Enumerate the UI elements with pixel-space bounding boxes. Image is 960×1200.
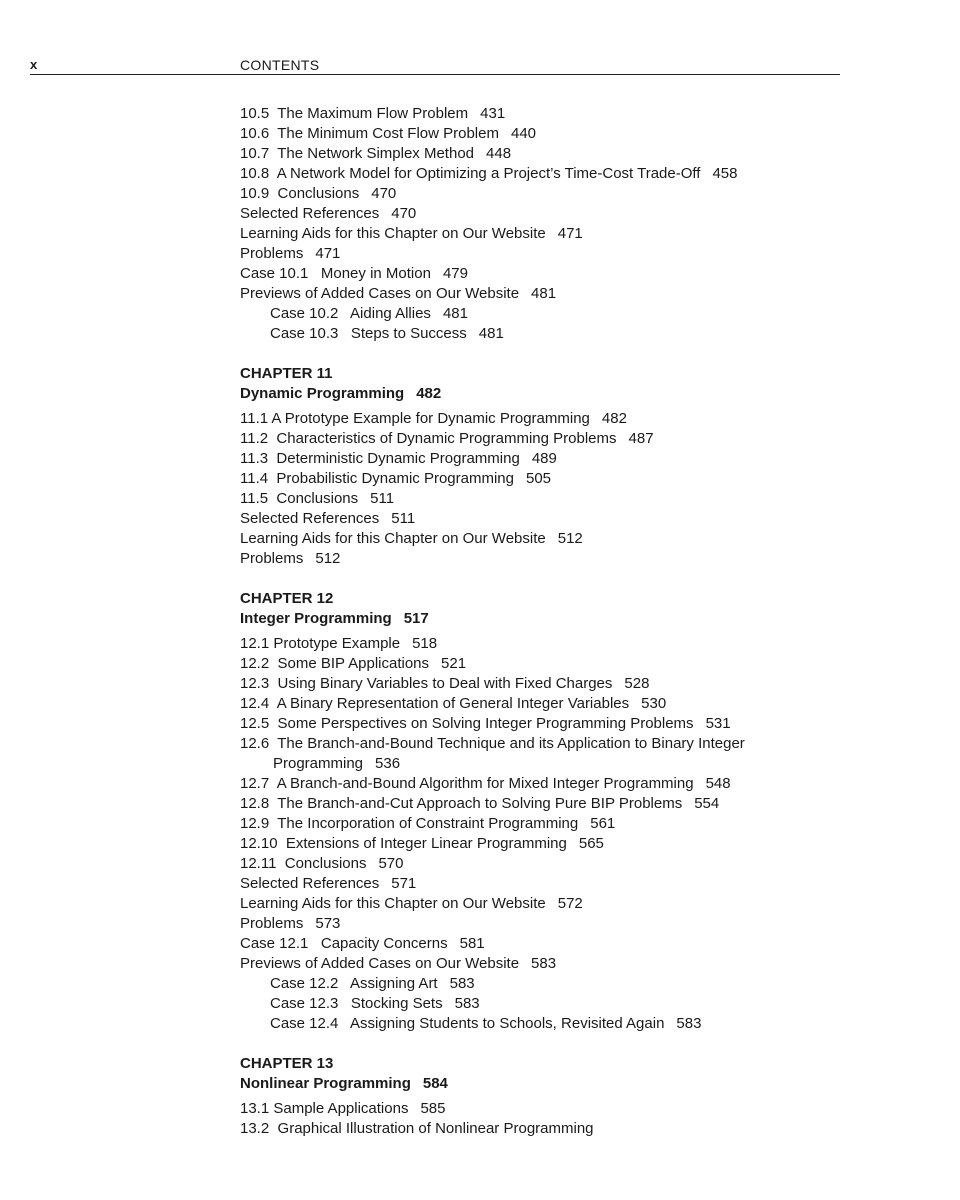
toc-entry-page: 471 [557,225,583,242]
toc-entry-title: 11.5 Conclusions [240,490,359,507]
toc-entry[interactable] [240,934,800,954]
toc-entry-title: Selected References [240,875,380,892]
toc-entry-page: 482 [601,410,627,427]
toc-entry-page: 521 [441,655,467,672]
toc-entry[interactable] [240,204,800,224]
toc-entry-title: 11.2 Characteristics of Dynamic Programming Problems [240,430,617,447]
toc-entry-title: Previews of Added Cases on Our Website [240,285,520,302]
toc-entry-page: 565 [578,835,604,852]
toc-entry-title: Selected References [240,205,380,222]
toc-entry-page: 530 [641,695,667,712]
toc-entry-page: 511 [391,510,416,527]
toc-entry[interactable] [240,124,800,144]
toc-entry-page: 440 [510,125,537,142]
toc-entry-title: 12.10 Extensions of Integer Linear Programming [240,835,567,852]
toc-entry[interactable] [240,264,800,284]
chapter-title-text: Dynamic Programming [240,385,405,402]
toc-entry-page: 531 [705,715,731,732]
toc-entry-page: 571 [391,875,417,892]
toc-entry-title: Case 10.1 Money in Motion [240,265,431,282]
toc-entry-page: 512 [315,550,341,567]
chapter-label: CHAPTER 13 [240,1055,334,1072]
toc-entry-page: 471 [315,245,341,262]
toc-section [240,364,800,569]
toc-entry[interactable] [240,974,800,994]
toc-entry-page: 458 [712,165,738,182]
toc-entry-page: 481 [478,325,504,342]
chapter-title [240,384,800,404]
toc-entry-title: 12.3 Using Binary Variables to Deal with Fixed Charges [240,675,613,692]
toc-entry[interactable] [240,144,800,164]
toc-entry-title: Selected References [240,510,380,527]
toc-entry-title: 11.1 A Prototype Example for Dynamic Programming [240,410,590,427]
toc-entry-page: 583 [454,995,480,1012]
toc-entry-title: 12.5 Some Perspectives on Solving Integer Programming Problems [240,715,694,732]
toc-entry[interactable] [240,184,800,204]
toc-entry[interactable] [240,914,800,934]
toc-entry-title: 10.7 The Network Simplex Method [240,145,475,162]
toc-entry-title: Learning Aids for this Chapter on Our Website [240,530,546,547]
chapter-label: CHAPTER 11 [240,365,333,382]
toc-entry[interactable] [240,834,800,854]
toc-entry[interactable] [240,509,800,529]
toc-entry[interactable] [240,549,800,569]
toc-entry-title: 12.11 Conclusions [240,855,367,872]
toc-entry-page: 583 [531,955,557,972]
toc-entry-page: 528 [624,675,650,692]
toc-entry-page: 554 [694,795,720,812]
toc-entry[interactable] [240,529,800,549]
toc-entry-page: 511 [370,490,395,507]
toc-entry-page: 536 [375,755,401,772]
toc-entry-page: 431 [480,105,506,122]
toc-entry-title: 13.1 Sample Applications [240,1100,409,1117]
toc-entry-page: 572 [557,895,583,912]
chapter-title-text: Integer Programming [240,610,392,627]
chapter-title [240,1074,800,1094]
page-number: x [30,57,38,72]
toc-entry[interactable] [240,954,800,974]
toc-entry-title: Case 10.3 Steps to Success [270,325,467,342]
toc-entry-title: 13.2 Graphical Illustration of Nonlinear Programming [240,1120,594,1137]
toc-entry-title: Learning Aids for this Chapter on Our Website [240,895,546,912]
toc-entry[interactable] [240,714,800,734]
toc-entry-page: 561 [590,815,616,832]
toc-entry[interactable] [240,634,800,654]
toc-entry[interactable] [240,734,800,774]
toc-entry-title: Learning Aids for this Chapter on Our Website [240,225,546,242]
toc-entry-title: 10.6 The Minimum Cost Flow Problem [240,125,499,142]
toc-entry[interactable] [240,774,800,794]
toc-entry[interactable] [240,429,800,449]
chapter-page-number: 482 [416,385,442,402]
toc-entry-page: 583 [676,1015,702,1032]
toc-entry-page: 585 [420,1100,446,1117]
chapter-page-number: 517 [403,610,429,627]
toc-entry-page: 487 [628,430,654,447]
toc-entry-title: 11.3 Deterministic Dynamic Programming [240,450,520,467]
toc-entry-page: 505 [526,470,552,487]
toc-entry-title: Problems [240,915,304,932]
toc-entry-page: 479 [442,265,468,282]
toc-entry-title: 10.8 A Network Model for Optimizing a Project’s Time-Cost Trade-Off [240,165,701,182]
toc-entry[interactable] [240,1014,800,1034]
toc-entry-title: Case 10.2 Aiding Allies [270,305,431,322]
toc-entry-title: 12.7 A Branch-and-Bound Algorithm for Mixed Integer Programming [240,775,694,792]
toc-section [240,1054,800,1139]
toc-entry[interactable] [240,874,800,894]
toc-entry-page: 481 [442,305,468,322]
toc-entry-page: 583 [449,975,475,992]
toc-entry-title: Previews of Added Cases on Our Website [240,955,520,972]
toc-entry-title: 12.6 The Branch-and-Bound Technique and its Application to Binary Integer Programming [240,735,749,772]
toc-entry-title: Problems [240,550,304,567]
toc-entry[interactable] [240,994,800,1014]
toc-entry-page: 470 [391,205,417,222]
toc-entry-title: 10.9 Conclusions [240,185,360,202]
toc-entry-page: 481 [531,285,557,302]
toc-entry-title: 11.4 Probabilistic Dynamic Programming [240,470,514,487]
chapter-label: CHAPTER 12 [240,590,334,607]
toc-entry-title: Case 12.2 Assigning Art [270,975,438,992]
toc-entry-title: 12.9 The Incorporation of Constraint Programming [240,815,579,832]
toc-entry[interactable] [240,654,800,674]
toc-entry[interactable] [240,469,800,489]
toc-section [240,589,800,1034]
toc-entry[interactable] [240,449,800,469]
table-of-contents [240,104,800,1159]
toc-entry-title: 12.1 Prototype Example [240,635,401,652]
toc-entry-page: 581 [459,935,485,952]
toc-entry-page: 570 [378,855,404,872]
chapter-title [240,609,800,629]
toc-entry[interactable] [240,409,800,429]
toc-entry[interactable] [240,324,800,344]
toc-entry-page: 512 [557,530,583,547]
toc-section [240,104,800,344]
toc-entry-title: 12.8 The Branch-and-Cut Approach to Solving Pure BIP Problems [240,795,683,812]
running-header [30,56,840,75]
toc-entry[interactable] [240,1119,800,1139]
toc-entry-page: 548 [705,775,731,792]
toc-entry[interactable] [240,284,800,304]
toc-entry-title: Case 12.3 Stocking Sets [270,995,443,1012]
toc-entry-page: 518 [412,635,438,652]
toc-entry[interactable] [240,244,800,264]
toc-entry-page: 470 [371,185,397,202]
toc-entry-page: 448 [486,145,512,162]
toc-entry-title: 12.4 A Binary Representation of General Integer Variables [240,695,630,712]
chapter-title-text: Nonlinear Programming [240,1075,411,1092]
toc-entry-title: Case 12.4 Assigning Students to Schools, Revisited Again [270,1015,665,1032]
toc-entry-page: 489 [531,450,557,467]
toc-entry[interactable] [240,1099,800,1119]
toc-entry[interactable] [240,104,800,124]
toc-entry-title: 10.5 The Maximum Flow Problem [240,105,469,122]
toc-entry[interactable] [240,814,800,834]
toc-entry-title: Problems [240,245,304,262]
toc-entry[interactable] [240,854,800,874]
toc-entry[interactable] [240,224,800,244]
toc-entry[interactable] [240,894,800,914]
chapter-page-number: 584 [422,1075,448,1092]
toc-entry[interactable] [240,694,800,714]
toc-entry-title: Case 12.1 Capacity Concerns [240,935,448,952]
toc-entry[interactable] [240,164,800,184]
running-title: CONTENTS [240,57,320,73]
toc-entry-page: 573 [315,915,341,932]
toc-entry-title: 12.2 Some BIP Applications [240,655,430,672]
toc-entry[interactable] [240,794,800,814]
toc-entry[interactable] [240,304,800,324]
toc-entry[interactable] [240,489,800,509]
toc-entry[interactable] [240,674,800,694]
